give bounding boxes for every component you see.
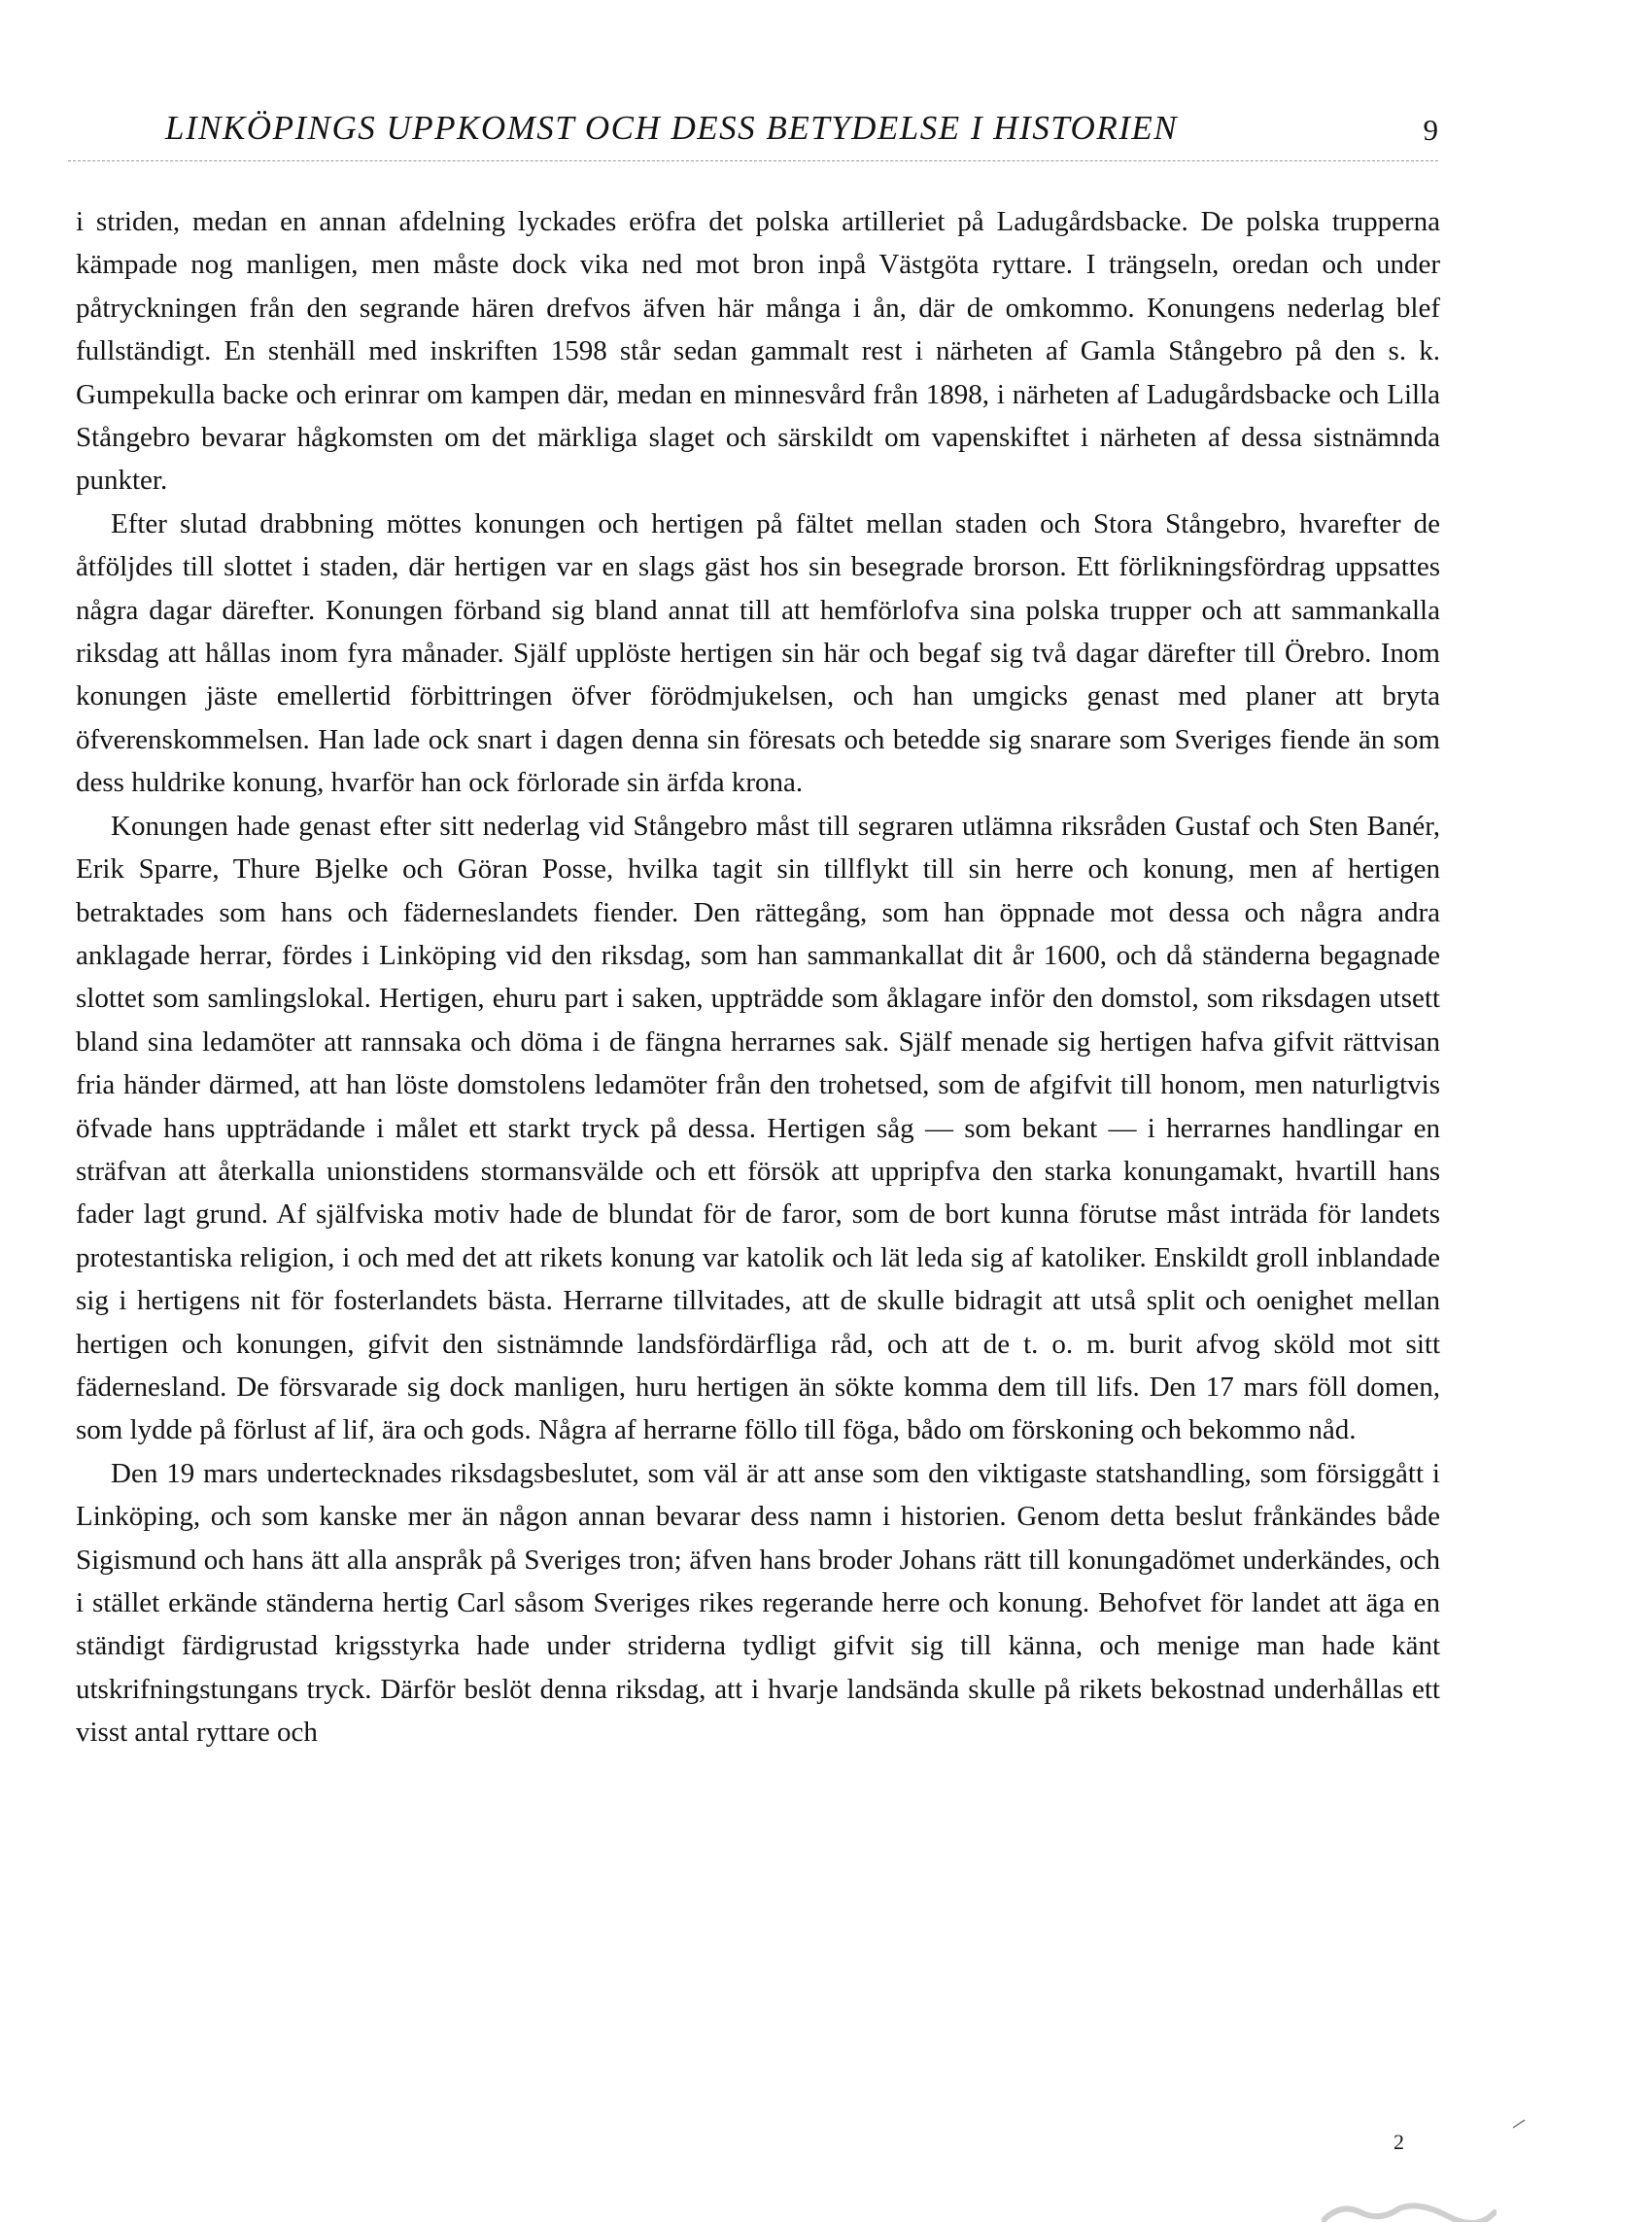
- running-header: [68, 105, 1438, 154]
- running-title: LINKÖPINGS UPPKOMST OCH DESS BETYDELSE I HISTORIEN: [165, 109, 1179, 147]
- scan-tick-mark: [1512, 2119, 1526, 2129]
- paragraph-2: Efter slutad drabbning möttes konungen och hertigen på fältet mellan staden och Stora Stångebro, hvarefter de åtföljdes till slottet i staden, där hertigen var en slags gäst hos sin besegrade brorson. Ett förlikningsfördrag uppsattes några dagar därefter. Konungen förband sig bland annat till att hemförlofva sina polska trupper och att sammankalla riksdag att hållas inom fyra månader. Själf upplöste hertigen sin här och begaf sig två dagar därefter till Örebro. Inom konungen jäste emellertid förbittringen öfver förödmjukelsen, och han umgicks genast med planer att bryta öfverenskommelsen. Han lade ock snart i dagen denna sin föresats och betedde sig snarare som Sveriges fiende än som dess huldrike konung, hvarför han ock förlorade sin ärfda krona.: [76, 507, 1440, 799]
- body-text: [76, 200, 1440, 1754]
- signature-mark: 2: [1394, 2130, 1404, 2154]
- paragraph-4: Den 19 mars undertecknades riksdagsbeslutet, som väl är att anse som den viktigaste statshandling, som försiggått i Linköping, och som kanske mer än någon annan bevarar dess namn i historien. Genom detta beslut frånkändes både Sigismund och hans ätt alla anspråk på Sveriges tron; äfven hans broder Johans rätt till konungadömet underkändes, och i stället erkände ständerna hertig Carl såsom Sveriges rikes regerande herre och konung. Behofvet för landet att äga en ständigt färdigrustad krigsstyrka hade under striderna tydligt gifvit sig till känna, och menige man hade känt utskrifningstungans tryck. Därför beslöt denna riksdag, att i hvarje landsända skulle på rikets bekostnad underhållas ett visst antal ryttare och: [76, 1457, 1440, 1749]
- paragraph-3: Konungen hade genast efter sitt nederlag vid Stångebro måst till segraren utlämna riksråden Gustaf och Sten Banér, Erik Sparre, Thure Bjelke och Göran Posse, hvilka tagit sin tillflykt till sin herre och konung, men af hertigen betraktades som hans och fäderneslandets fiender. Den rättegång, som han öppnade mot dessa och några andra anklagade herrar, fördes i Linköping vid den riksdag, som han sammankallat dit år 1600, och då ständerna begagnade slottet som samlingslokal. Hertigen, ehuru part i saken, uppträdde som åklagare inför den domstol, som riksdagen utsett bland sina ledamöter att rannsaka och döma i de fängna herrarnes sak. Själf menade sig hertigen hafva gifvit rättvisan fria händer därmed, att han löste domstolens ledamöter från den trohetsed, som de afgifvit till honom, men naturligtvis öfvade hans uppträdande i målet ett starkt tryck på dessa. Hertigen såg — som bekant — i herrarnes handlingar en sträfvan att återkalla unionstidens stormansvälde och ett försök att uppripfva den starka konungamakt, hvartill hans fader lagt grund. Af själfviska motiv hade de blundat för de faror, som de bort kunna förutse måst inträda för landets protestantiska religion, i och med det att rikets konung var katolik och lät leda sig af katoliker. Enskildt groll inblandade sig i hertigens nit för fosterlandets bästa. Herrarne tillvitades, att de skulle bidragit att utså split och oenighet mellan hertigen och konungen, gifvit den sistnämnde landsfördärfliga råd, och att de t. o. m. burit afvog sköld mot sitt fädernesland. De försvarade sig dock manligen, huru hertigen än sökte komma dem till lifs. Den 17 mars föll domen, som lydde på förlust af lif, ära och gods. Några af herrarne föllo till föga, bådo om förskoning och bekommo nåd.: [76, 810, 1440, 1446]
- header-rule: [68, 160, 1438, 161]
- scan-smudge: [1322, 2199, 1497, 2222]
- page-number: 9: [1423, 113, 1438, 147]
- paragraph-1: i striden, medan en annan afdelning lyckades eröfra det polska artilleriet på Ladugårdsbacke. De polska trupperna kämpade nog manligen, men måste dock vika ned mot bron inpå Västgöta ryttare. I trängseln, oredan och under påtryckningen från den segrande hären drefvos äfven här många i ån, där de omkommo. Konungens nederlag blef fullständigt. En stenhäll med inskriften 1598 står sedan gammalt rest i närheten af Gamla Stångebro på den s. k. Gumpekulla backe och erinrar om kampen där, medan en minnesvård från 1898, i närheten af Ladugårdsbacke och Lilla Stångebro bevarar hågkomsten om det märkliga slaget och särskildt om vapenskiftet i närheten af dessa sistnämnda punkter.: [76, 206, 1440, 497]
